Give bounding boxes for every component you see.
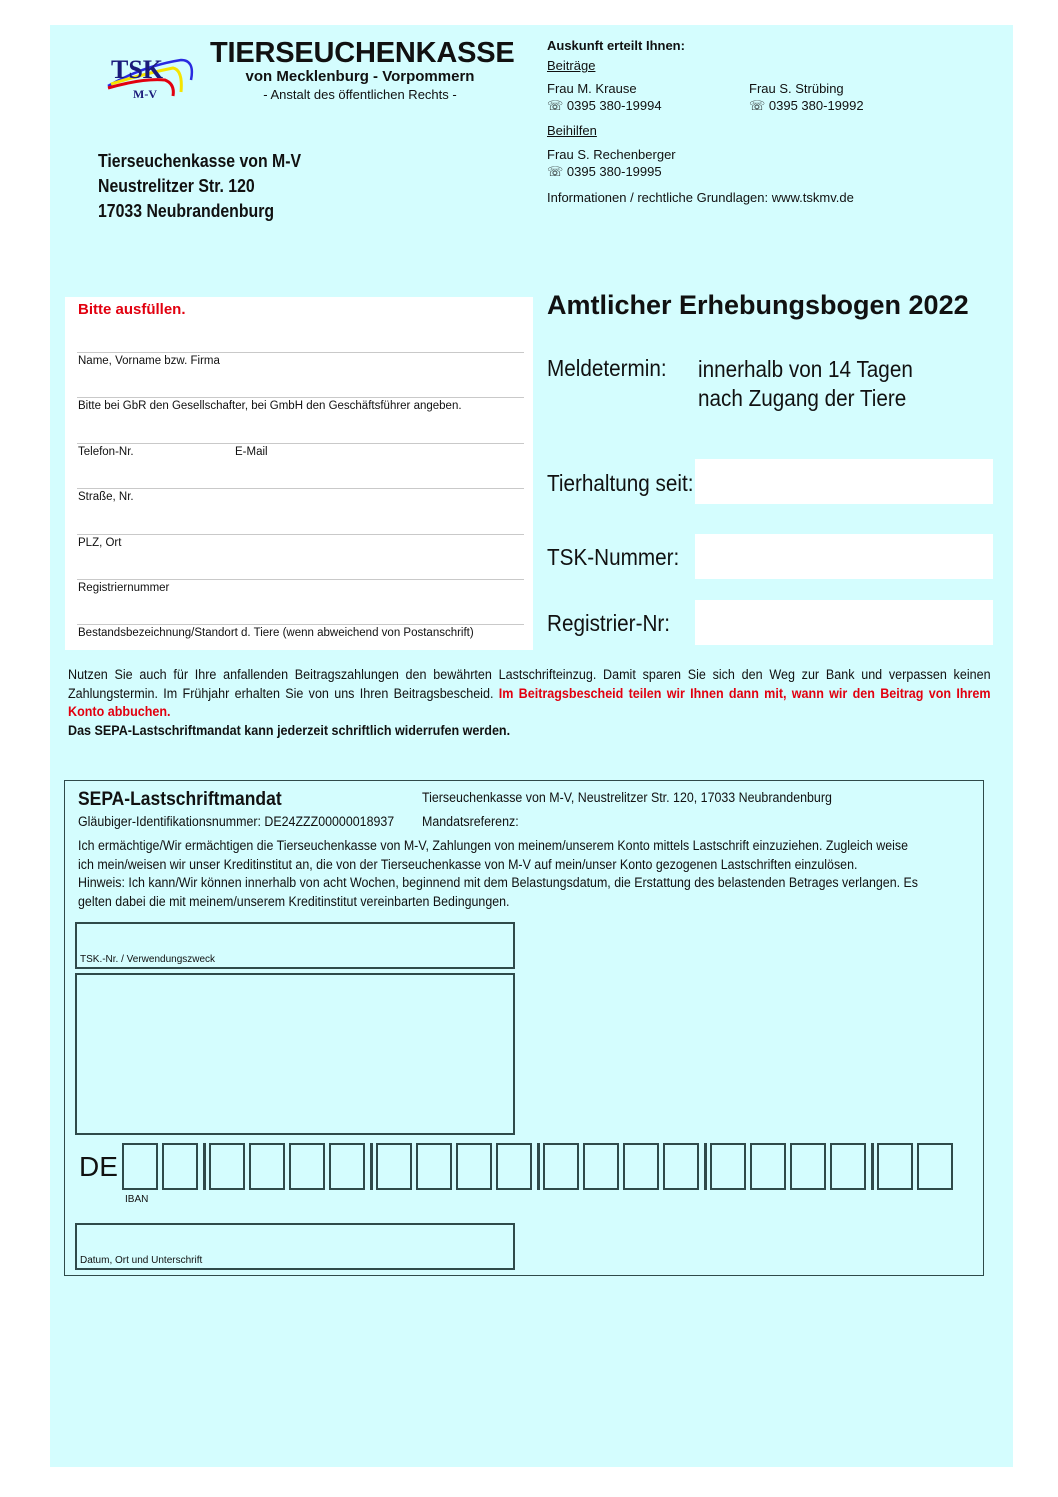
animal-keeping-since-input[interactable] xyxy=(695,459,993,504)
tsk-number-label: TSK-Nummer: xyxy=(547,544,680,570)
iban-group-separator xyxy=(704,1143,707,1190)
sender-line-3: 17033 Neubrandenburg xyxy=(98,201,275,221)
iban-digit-box-14[interactable] xyxy=(663,1143,699,1190)
contact-heading: Auskunft erteilt Ihnen: xyxy=(547,38,685,53)
iban-digit-box-11[interactable] xyxy=(543,1143,579,1190)
iban-digit-box-19[interactable] xyxy=(877,1143,913,1190)
email-field-label: E-Mail xyxy=(235,446,268,458)
address-form xyxy=(65,297,533,650)
svg-text:M-V: M-V xyxy=(133,87,157,101)
org-legal-form: - Anstalt des öffentlichen Rechts - xyxy=(263,87,457,102)
org-subtitle: von Mecklenburg - Vorpommern xyxy=(245,68,475,85)
tsk-number-input[interactable] xyxy=(695,534,993,579)
iban-group-separator xyxy=(370,1143,373,1190)
phone-email-field-line[interactable] xyxy=(77,443,524,444)
iban-digit-box-12[interactable] xyxy=(583,1143,619,1190)
iban-country-prefix: DE xyxy=(79,1151,118,1182)
tsk-logo-icon xyxy=(103,44,198,104)
registration-field-label: Registriernummer xyxy=(78,582,170,594)
contact-person xyxy=(547,80,662,114)
iban-digit-box-5[interactable] xyxy=(289,1143,325,1190)
sender-line-1: Tierseuchenkasse von M-V xyxy=(98,151,302,171)
phone-icon: ☏ xyxy=(749,98,766,113)
sender-address xyxy=(98,149,301,224)
location-field-label: Bestandsbezeichnung/Standort d. Tiere (wenn abweichend von Postanschrift) xyxy=(78,627,474,639)
representative-field-line[interactable] xyxy=(77,397,524,398)
contact-phone[interactable]: ☏ 0395 380-19994 xyxy=(547,98,662,113)
purpose-field-label: TSK.-Nr. / Verwendungszweck xyxy=(80,954,216,965)
iban-digit-box-2[interactable] xyxy=(162,1143,198,1190)
registration-field-line[interactable] xyxy=(77,579,524,580)
iban-digit-box-9[interactable] xyxy=(456,1143,492,1190)
org-title: TIERSEUCHENKASSE xyxy=(210,37,515,69)
name-field-line[interactable] xyxy=(77,352,524,353)
iban-digit-box-17[interactable] xyxy=(790,1143,826,1190)
iban-label: IBAN xyxy=(125,1194,149,1205)
direct-debit-notice xyxy=(68,666,991,740)
deadline-label: Meldetermin: xyxy=(547,355,667,381)
info-link[interactable]: Informationen / rechtliche Grundlagen: www.tskmv.de xyxy=(547,190,854,205)
sepa-mandate-box xyxy=(64,780,984,1276)
contact-name: Frau S. Strübing xyxy=(749,81,844,96)
zip-city-field-line[interactable] xyxy=(77,534,524,535)
notice-text-bold: Das SEPA-Lastschriftmandat kann jederzeit schriftlich widerrufen werden. xyxy=(68,722,511,738)
mandate-reference-label: Mandatsreferenz: xyxy=(422,814,519,829)
contact-phone[interactable]: ☏ 0395 380-19995 xyxy=(547,164,662,179)
contact-name: Frau M. Krause xyxy=(547,81,637,96)
iban-digit-box-13[interactable] xyxy=(623,1143,659,1190)
representative-field-label: Bitte bei GbR den Gesellschafter, bei GmbH den Geschäftsführer angeben. xyxy=(78,400,462,412)
iban-group-separator xyxy=(537,1143,540,1190)
beitraege-label: Beiträge xyxy=(547,58,596,73)
location-field-line[interactable] xyxy=(77,624,524,625)
iban-group-separator xyxy=(871,1143,874,1190)
beihilfen-label: Beihilfen xyxy=(547,123,597,138)
tsk-logo xyxy=(103,44,198,104)
creditor-address: Tierseuchenkasse von M-V, Neustrelitzer Str. 120, 17033 Neubrandenburg xyxy=(422,790,832,805)
fill-instruction: Bitte ausfüllen. xyxy=(78,301,186,318)
survey-title: Amtlicher Erhebungsbogen 2022 xyxy=(547,290,969,320)
sepa-mandate-text: Ich ermächtige/Wir ermächtigen die Tierseuchenkasse von M-V, Zahlungen von meinem/unserem Konto mittels Lastschrift einzuziehen. Zugleich weise ich mein/weisen wir unser Kreditinstitut an, die von der Tierseuchenkasse von M-V auf mein/unser Konto gezogenen Lastschriften einzulösen. Hinweis: Ich kann/Wir können innerhalb von acht Wochen, beginnend mit dem Belastungsdatum, die Erstattung des belastenden Betrages verlangen. Es gelten dabei die mit meinem/unserem Kreditinstitut vereinbarten Bedingungen. xyxy=(78,838,919,909)
iban-digit-box-4[interactable] xyxy=(249,1143,285,1190)
deadline-value: innerhalb von 14 Tagen nach Zugang der Tiere xyxy=(698,356,913,411)
iban-digit-box-6[interactable] xyxy=(329,1143,365,1190)
iban-digit-box-16[interactable] xyxy=(750,1143,786,1190)
registration-number-label: Registrier-Nr: xyxy=(547,610,671,636)
iban-digit-box-3[interactable] xyxy=(209,1143,245,1190)
animal-keeping-since-label: Tierhaltung seit: xyxy=(547,470,694,496)
form-page xyxy=(50,25,1013,1467)
notice-text: Nutzen Sie auch für Ihre anfallenden Beitragszahlungen den bewährten Lastschrifteinzug. Damit sparen Sie sich den Weg zur Bank und verpassen keinen Zahlungstermin. Im Frühjahr erhalten Sie von uns Ihren Beitragsbescheid. xyxy=(68,667,991,701)
phone-icon: ☏ xyxy=(547,164,564,179)
street-field-label: Straße, Nr. xyxy=(78,491,134,503)
purpose-field[interactable] xyxy=(75,922,515,969)
contact-name: Frau S. Rechenberger xyxy=(547,147,676,162)
iban-digit-box-1[interactable] xyxy=(122,1143,158,1190)
contact-person xyxy=(547,146,676,180)
iban-digit-box-7[interactable] xyxy=(376,1143,412,1190)
street-field-line[interactable] xyxy=(77,488,524,489)
notice-text-red: Im Beitragsbescheid teilen wir Ihnen dann mit, wann wir den Beitrag von Ihrem Konto abbuchen. xyxy=(68,685,991,719)
zip-city-field-label: PLZ, Ort xyxy=(78,537,122,549)
contact-phone[interactable]: ☏ 0395 380-19992 xyxy=(749,98,864,113)
contact-person xyxy=(749,80,864,114)
signature-field[interactable] xyxy=(75,1223,515,1270)
phone-field-label: Telefon-Nr. xyxy=(78,446,134,458)
iban-digit-box-8[interactable] xyxy=(416,1143,452,1190)
creditor-id: Gläubiger-Identifikationsnummer: DE24ZZZ00000018937 xyxy=(78,814,395,829)
iban-digit-box-20[interactable] xyxy=(917,1143,953,1190)
sender-line-2: Neustrelitzer Str. 120 xyxy=(98,176,255,196)
iban-digit-box-18[interactable] xyxy=(830,1143,866,1190)
sepa-title: SEPA-Lastschriftmandat xyxy=(78,789,282,810)
registration-number-input[interactable] xyxy=(695,600,993,645)
svg-text:TSK: TSK xyxy=(111,55,164,84)
signature-field-label: Datum, Ort und Unterschrift xyxy=(80,1255,203,1266)
phone-icon: ☏ xyxy=(547,98,564,113)
iban-digit-box-15[interactable] xyxy=(710,1143,746,1190)
account-holder-field[interactable] xyxy=(75,973,515,1135)
iban-group-separator xyxy=(203,1143,206,1190)
iban-digit-box-10[interactable] xyxy=(496,1143,532,1190)
name-field-label: Name, Vorname bzw. Firma xyxy=(78,355,220,367)
